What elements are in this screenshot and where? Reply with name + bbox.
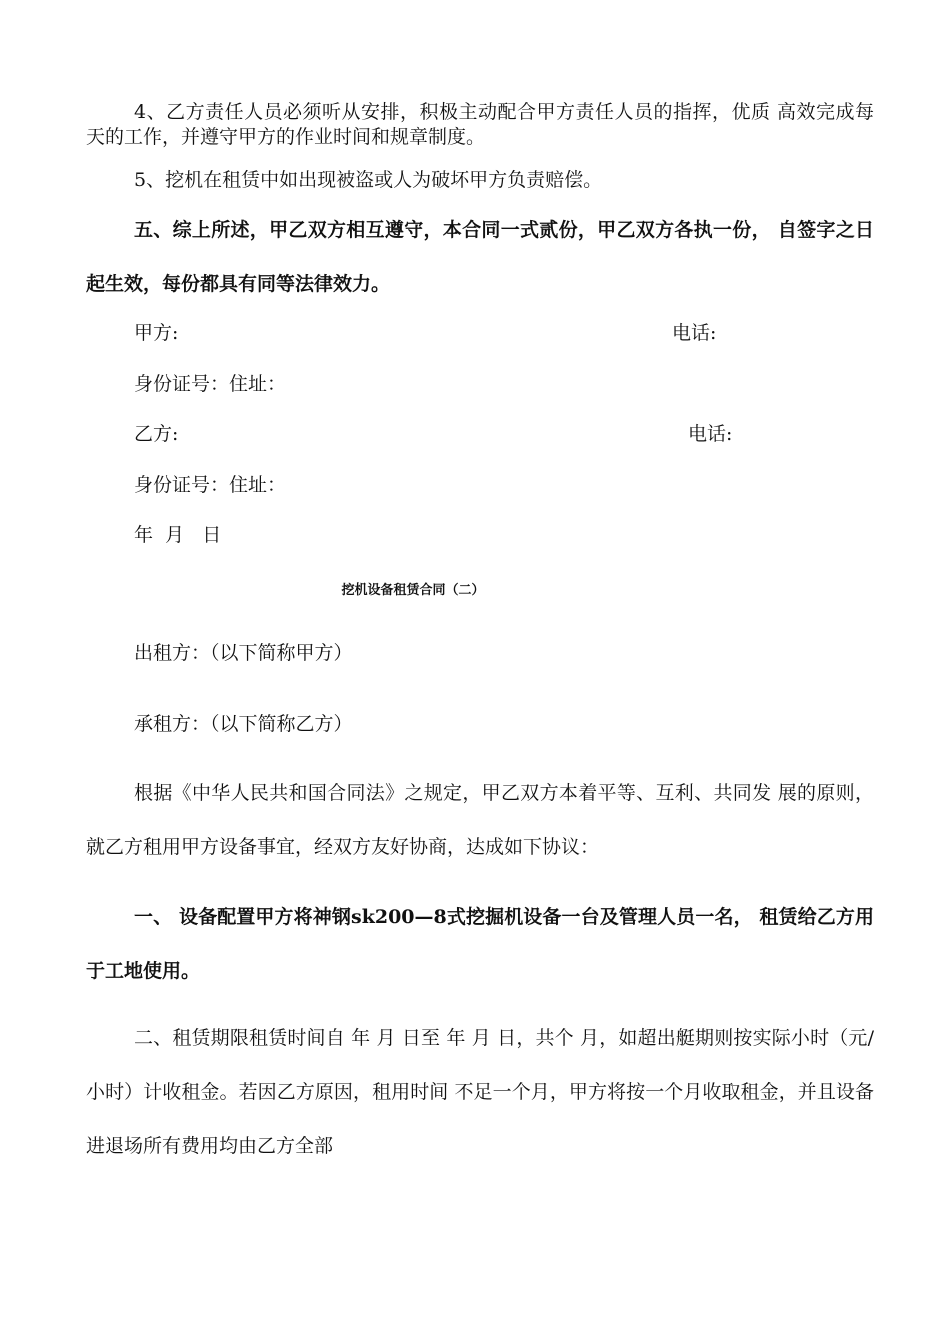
party-a-phone: 电话: <box>672 322 717 344</box>
article-1-equipment: 一、 设备配置甲方将神钢sk200—8式挖掘机设备一台及管理人员一名， 租赁给乙方用于工地使用。 <box>86 906 874 982</box>
preamble: 根据《中华人民共和国合同法》之规定，甲乙双方本着平等、互利、共同发 展的原则，就乙方租用甲方设备事宜，经双方友好协商，达成如下协议： <box>86 782 874 858</box>
clause-5: 5、挖机在租赁中如出现被盗或人为破坏甲方负责赔偿。 <box>134 169 603 191</box>
article-2-lease-term: 二、租赁期限租赁时间自 年 月 日至 年 月 日，共个 月，如超出艇期则按实际小时（元/小时）计收租金。若因乙方原因，租用时间 不足一个月，甲方将按一个月收取租金，并且设备进退场所有费用均由乙方全部 <box>86 1027 874 1157</box>
lessor-line: 出租方：（以下简称甲方） <box>134 642 353 664</box>
party-b-label: 乙方: <box>134 423 179 445</box>
party-a-id-address: 身份证号：住址： <box>134 373 287 395</box>
lessee-line: 承租方：（以下简称乙方） <box>134 713 353 735</box>
signing-date: 年 月 日 <box>134 524 222 546</box>
party-a-label: 甲方: <box>134 322 179 344</box>
party-b-id-address: 身份证号：住址： <box>134 474 287 496</box>
section-5-effectivity: 五、综上所述，甲乙双方相互遵守，本合同一式贰份，甲乙双方各执一份， 自签字之日起生效，每份都具有同等法律效力。 <box>86 219 874 295</box>
party-b-phone: 电话: <box>688 423 733 445</box>
contract-2-title: 挖机设备租赁合同（二） <box>341 583 485 598</box>
clause-4: 4、乙方责任人员必须听从安排，积极主动配合甲方责任人员的指挥，优质 高效完成每天的工作，并遵守甲方的作业时间和规章制度。 <box>86 101 874 148</box>
